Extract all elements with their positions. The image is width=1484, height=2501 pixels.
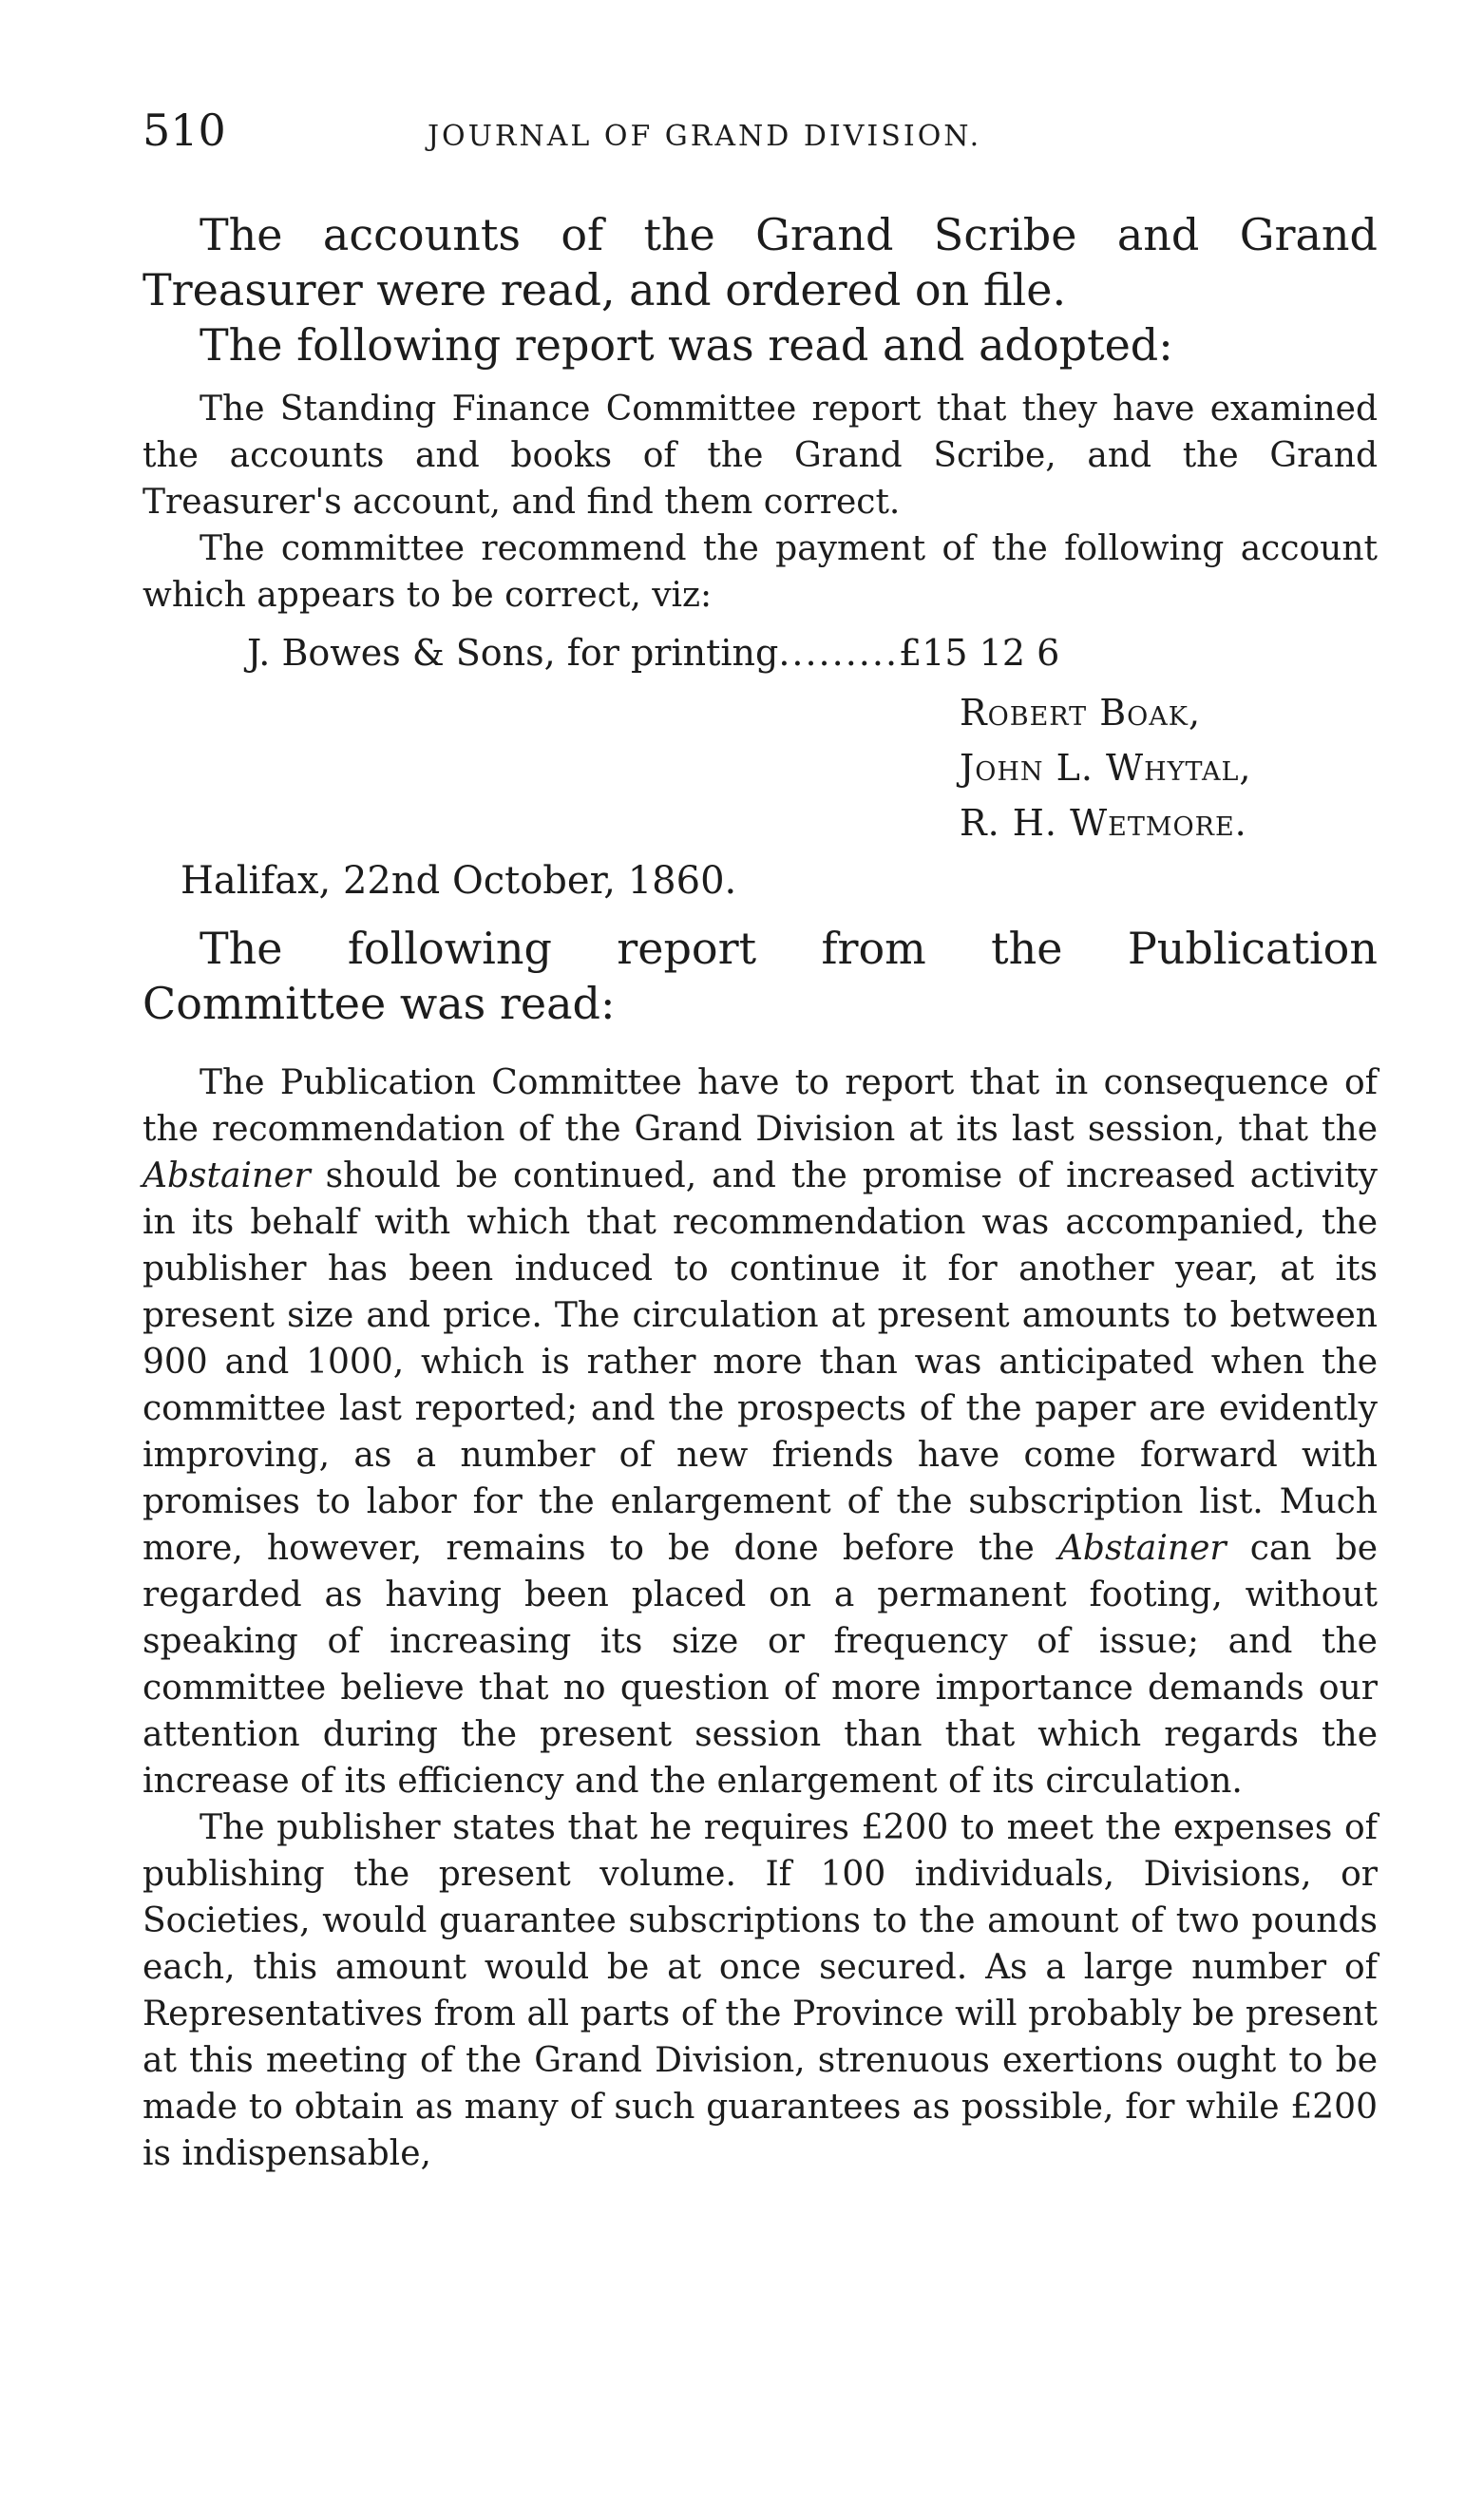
running-title: JOURNAL OF GRAND DIVISION. — [428, 120, 982, 153]
signature-1: Robert Boak, — [960, 692, 1202, 734]
publisher-paragraph: The publisher states that he requires £200 to meet the expenses of publishing the present volume. If 100 individuals, Divisions, or Societies, would guarantee subscriptions to the amount of two pounds each, this amount would be at once secured. As a large number of Representatives from all parts of the Province will probably be present at this meeting of the Grand Division, strenuous exertions ought to be made to obtain as many of such guarantees as possible, for while £200 is indispensable, — [143, 1808, 1378, 2173]
finance-recommendation-paragraph: The committee recommend the payment of the following account which appears to be correct, viz: — [143, 529, 1378, 615]
signature-2: John L. Whytal, — [960, 747, 1252, 789]
account-amount: £15 12 6 — [899, 632, 1060, 674]
signature-3: R. H. Wetmore. — [960, 802, 1247, 844]
publication-text-b: should be continued, and the promise of increased activity in its behalf with which that recommendation was accompanied, the publisher has been induced to continue it for another year, at its present size and price. The circulation at present amounts to between 900 and 1000, which is rather more than was anticipated when the committee last reported; and the prospects of the paper are evidently improving, as a number of new friends have come forward with promises to labor for the enlargement of the subscription list. Much more, however, remains to be done before the — [143, 1156, 1378, 1568]
page-number: 510 — [143, 105, 226, 156]
running-head — [143, 105, 1378, 171]
account-payee: J. Bowes & Sons, for printing — [247, 632, 779, 674]
account-leader-dots: ......... — [778, 632, 900, 674]
publication-title-italic: Abstainer — [143, 1156, 311, 1195]
finance-report-paragraph: The Standing Finance Committee report that they have examined the accounts and books of the Grand Scribe, and the Grand Treasurer's account, and find them correct. — [143, 390, 1378, 522]
publication-intro-paragraph: The following report from the Publication Committee was read: — [143, 923, 1378, 1029]
accounts-paragraph: The accounts of the Grand Scribe and Grand Treasurer were read, and ordered on file. — [143, 209, 1378, 315]
report-intro-paragraph: The following report was read and adopted: — [200, 319, 1173, 371]
publication-report-paragraph — [143, 1060, 1378, 1804]
publication-title-italic: Abstainer — [1057, 1529, 1227, 1568]
page — [143, 105, 1378, 2177]
publication-text-a: The Publication Committee have to report that in consequence of the recommendation of the Grand Division at its last session, that the — [143, 1063, 1378, 1149]
signatures — [960, 685, 1378, 850]
account-line — [247, 626, 1378, 679]
publication-text-c: can be regarded as having been placed on a permanent footing, without speaking of increasing its size or frequency of issue; and the committee believe that no question of more importance demands our attention during the present session than that which regards the increase of its efficiency and the enlargement of its circulation. — [143, 1529, 1379, 1801]
dateline: Halifax, 22nd October, 1860. — [181, 859, 737, 903]
